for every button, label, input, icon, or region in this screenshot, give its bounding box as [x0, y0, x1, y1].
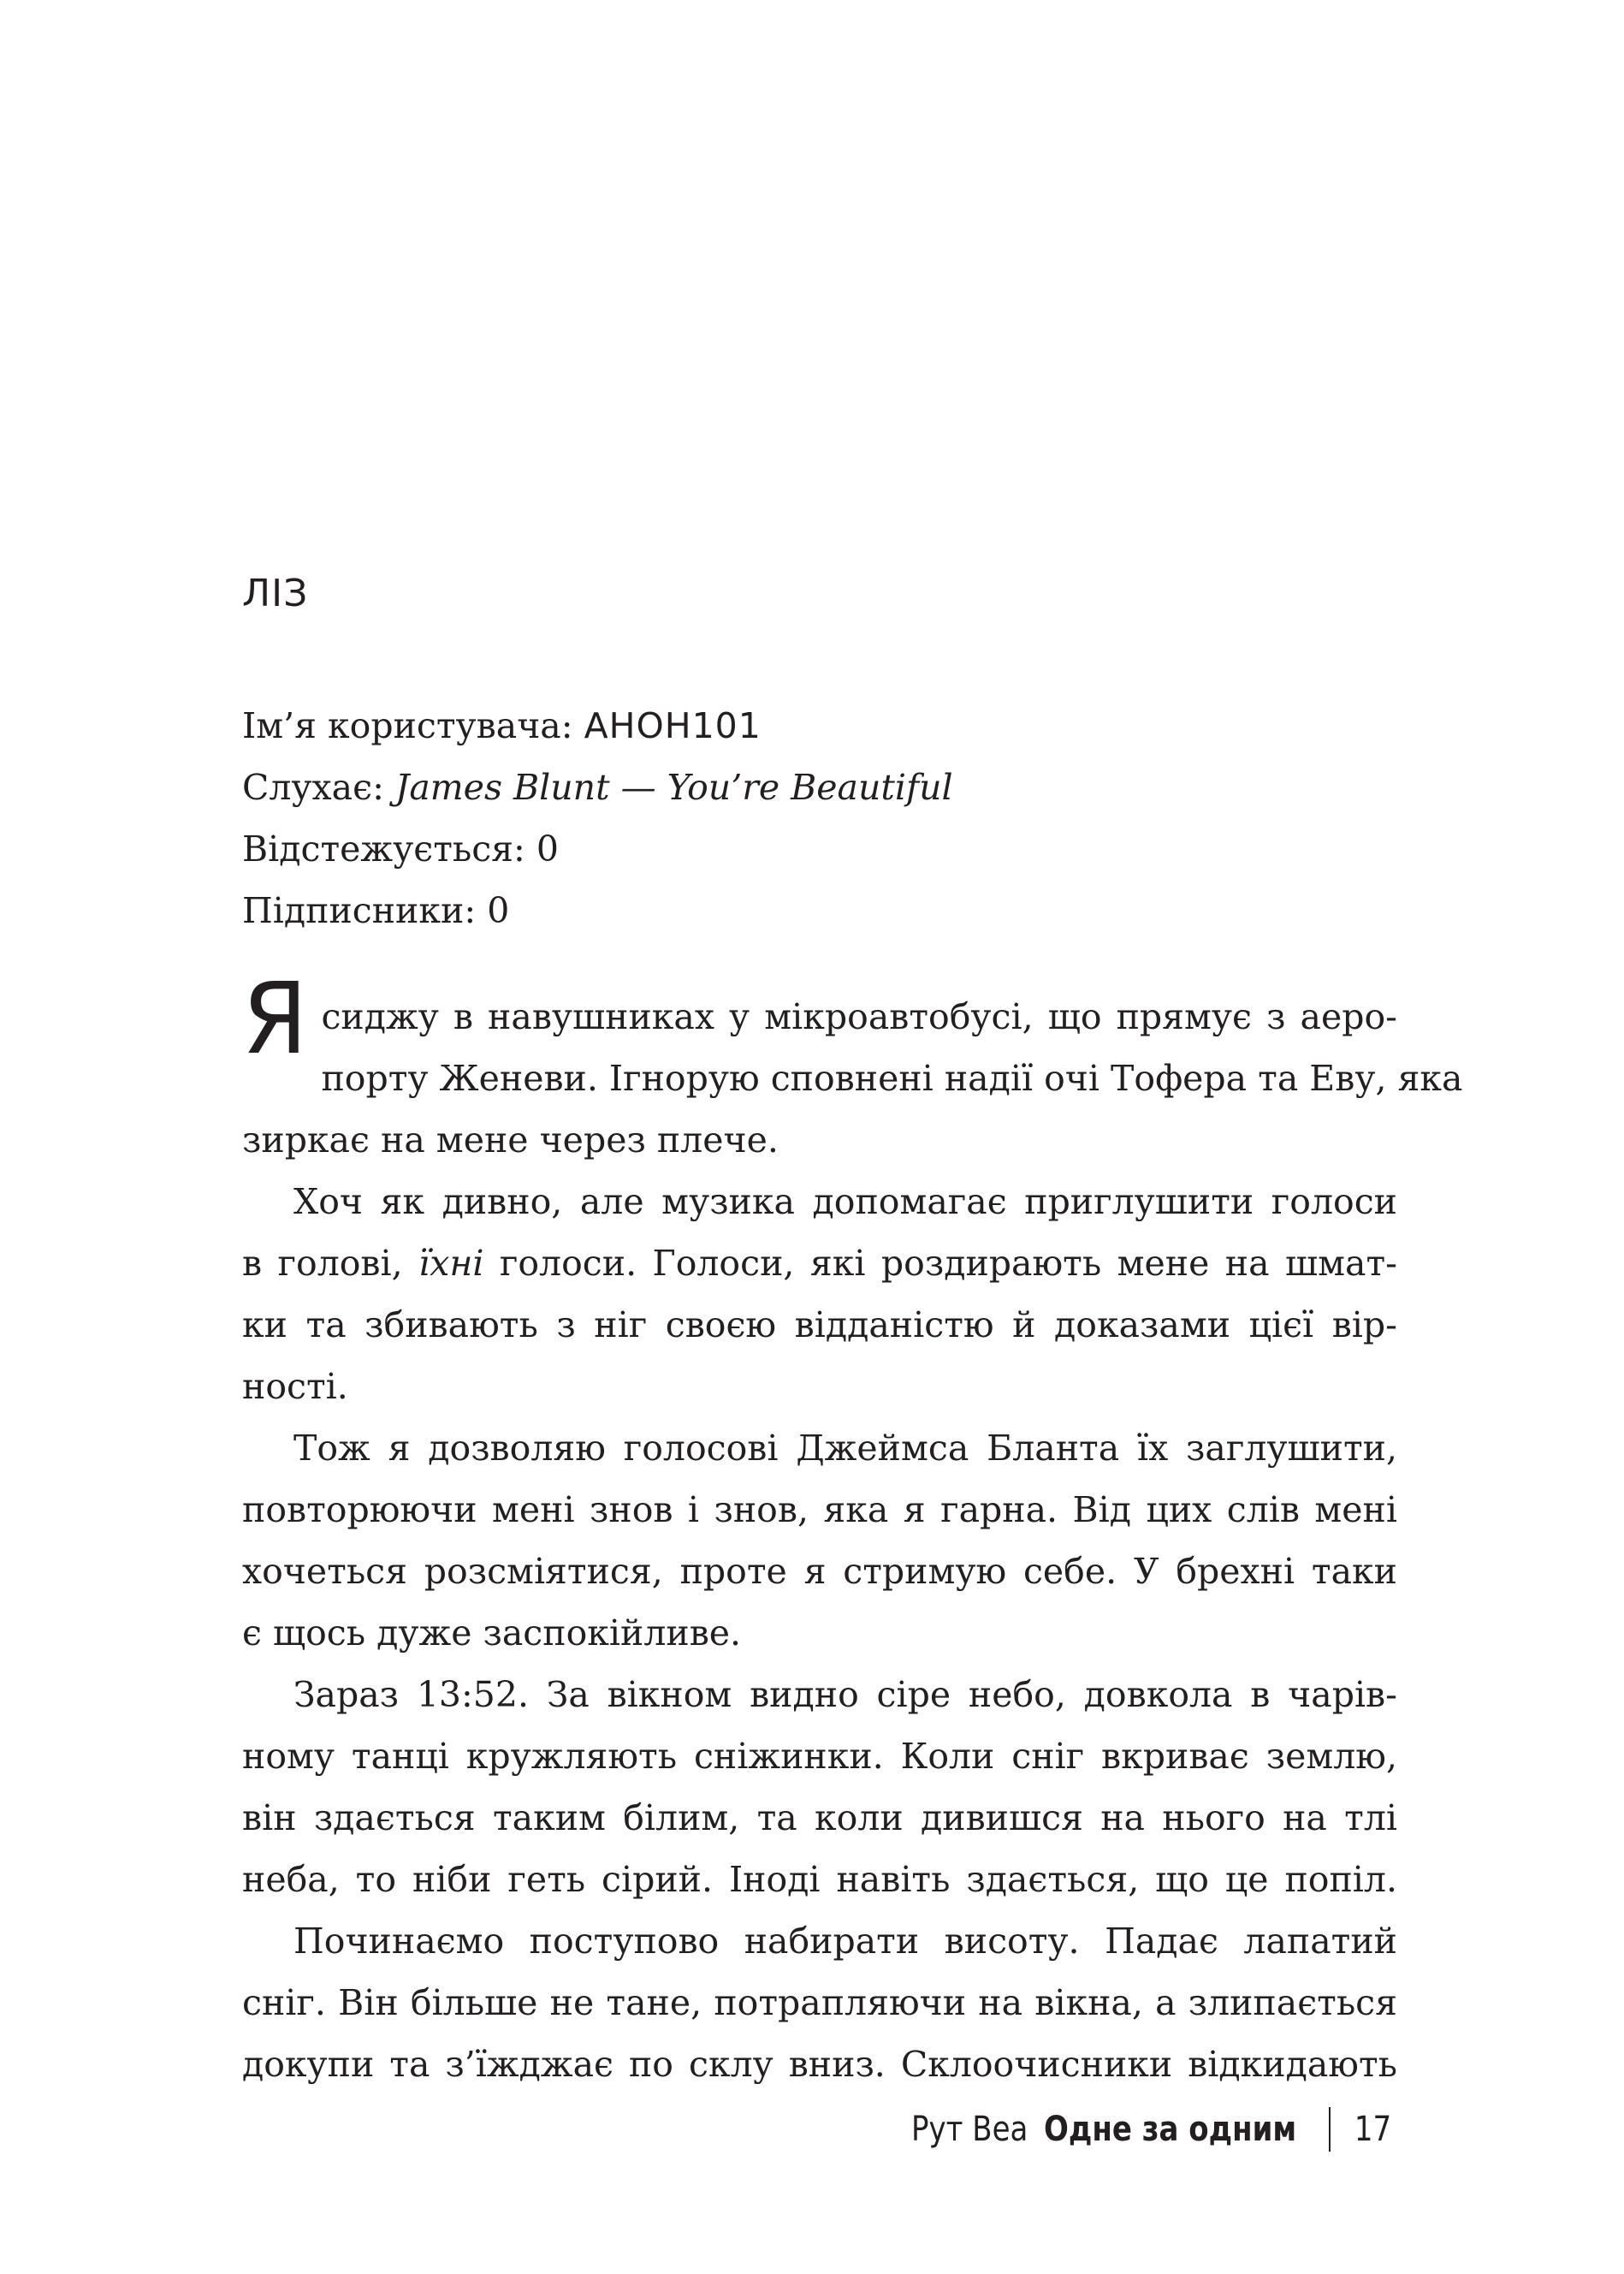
- text-line: повторюючи мені знов і знов, яка я гарна. Від цих слів мені: [242, 1489, 1397, 1530]
- text-line: Тож я дозволяю голосові Джеймса Бланта їх заглушити,: [293, 1428, 1397, 1469]
- text-line: Починаємо поступово набирати висоту. Падає лапатий: [293, 1921, 1397, 1962]
- text-line: Хоч як дивно, але музика допомагає приглушити голоси: [293, 1181, 1397, 1222]
- paragraph-4: [242, 1664, 1397, 1910]
- username-value: АНОН101: [584, 705, 762, 746]
- emphasis-text: їхні: [418, 1243, 484, 1284]
- paragraph-1: [242, 960, 1463, 1171]
- paragraph-3: [242, 1417, 1397, 1664]
- text-line: хочеться розсміятися, проте я стримую себе. У брехні таки: [242, 1551, 1397, 1592]
- text-line: порту Женеви. Ігнорую сповнені надії очі Тофера та Еву, яка: [321, 1058, 1463, 1099]
- footer-divider: [1329, 2107, 1331, 2152]
- text-line: він здається таким білим, та коли дивишся на нього на тлі: [242, 1797, 1397, 1838]
- text-line: докупи та з’їжджає по склу вниз. Склоочисники відкидають: [242, 2044, 1397, 2085]
- text-line: неба, то ніби геть сірий. Іноді навіть здається, що це попіл.: [242, 1859, 1397, 1900]
- text-line: [242, 1232, 1397, 1294]
- text-line: зиркає на мене через плече.: [242, 1119, 779, 1161]
- followers-value: 0: [487, 890, 510, 931]
- text-line: ки та збивають з ніг своєю відданістю й доказами цієї вір-: [242, 1304, 1397, 1345]
- followers-label: Підписники:: [242, 890, 488, 931]
- chapter-title: ЛІЗ: [242, 572, 309, 615]
- drop-cap: Я: [242, 960, 308, 1077]
- text-line: ності.: [242, 1366, 348, 1407]
- listening-line: [242, 757, 1397, 818]
- paragraph-2: [242, 1171, 1397, 1417]
- listening-label: Слухає:: [242, 767, 395, 808]
- text-line: ному танці кружляють сніжинки. Коли сніг вкриває землю,: [242, 1736, 1397, 1777]
- footer-author: Рут Веа: [911, 2110, 1028, 2149]
- username-line: [242, 695, 1397, 757]
- text-fragment: в голові,: [242, 1243, 419, 1284]
- username-label: Ім’я користувача:: [242, 705, 584, 746]
- text-line: сніг. Він більше не тане, потрапляючи на вікна, а злипається: [242, 1982, 1397, 2023]
- following-value: 0: [536, 828, 559, 870]
- profile-block: [242, 695, 1397, 941]
- followers-line: [242, 880, 1397, 941]
- text-line: Зараз 13:52. За вікном видно сіре небо, довкола в чарів-: [293, 1674, 1397, 1715]
- following-label: Відстежується:: [242, 828, 536, 870]
- listening-value: James Blunt — You’re Beautiful: [394, 767, 953, 808]
- body-text: [242, 960, 1463, 2095]
- following-line: [242, 818, 1397, 880]
- text-line: є щось дуже заспокійливе.: [242, 1612, 742, 1654]
- text-fragment: голоси. Голоси, які роздирають мене на шмат-: [483, 1243, 1397, 1284]
- page-number: 17: [1354, 2110, 1392, 2149]
- text-line: сиджу в навушниках у мікроавтобусі, що прямує з аеро-: [321, 996, 1397, 1037]
- footer-book-title: Одне за одним: [1043, 2110, 1296, 2149]
- running-footer: [891, 2107, 1395, 2152]
- paragraph-5: [242, 1910, 1397, 2095]
